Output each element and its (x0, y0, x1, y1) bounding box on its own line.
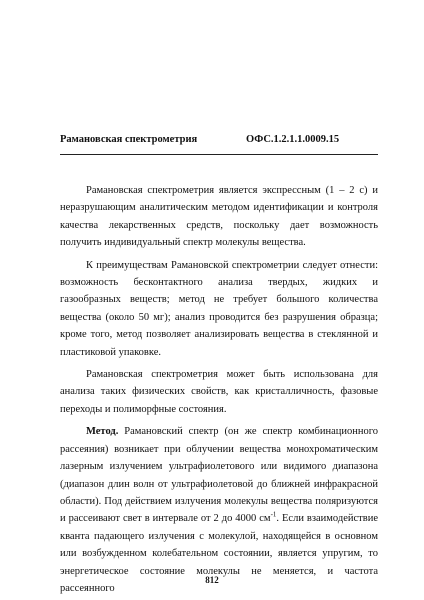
paragraph-intro: Рамановская спектрометрия является экспрессным (1 – 2 с) и неразрушающим аналитическим методом идентификации и контроля качества лекарственных средств, поскольку дает возможность получить индивидуальный спектр молекулы вещества. (60, 185, 378, 249)
document-title: Рамановская спектрометрия (60, 134, 198, 145)
header-divider (60, 154, 378, 155)
paragraph-applications: Рамановская спектрометрия может быть использована для анализа таких физических свойств, как кристалличность, фазовые переходы и полиморфные состояния. (60, 369, 378, 415)
document-code: ОФС.1.2.1.1.0009.15 (246, 134, 340, 145)
document-header (60, 132, 378, 148)
method-text-part1: Рамановский спектр (он же спектр комбинационного рассеяния) возникает при облучении вещества монохроматическим лазерным излучением ультрафиолетового или видимого диапазона (диапазон длин волн от ультрафиолетовой до ближней инфракрасной области). Под действием излучения молекулы вещества поляризуются и рассеивают свет в интервале от 2 до 4000 см (60, 426, 378, 525)
method-text-part2: . Если взаимодействие кванта падающего излучения с молекулой, находящейся в основном или возбужденном колебательном состоянии, является упругим, то энергетическое состояние молекулы не меняется, и частота рассеянного (60, 513, 378, 594)
paragraph-method (60, 423, 378, 597)
unit-superscript: -1 (270, 510, 277, 519)
page-number: 812 (205, 575, 219, 585)
document-body (60, 182, 378, 597)
method-lead: Метод. (86, 426, 119, 438)
paragraph-advantages: К преимуществам Рамановской спектрометрии следует отнести: возможность бесконтактного анализа твердых, жидких и газообразных веществ; метод не требует большого количества вещества (около 50 мг); анализ проводится без разрушения образца; кроме того, метод позволяет анализировать вещества в стеклянной и пластиковой упаковке. (60, 259, 378, 358)
